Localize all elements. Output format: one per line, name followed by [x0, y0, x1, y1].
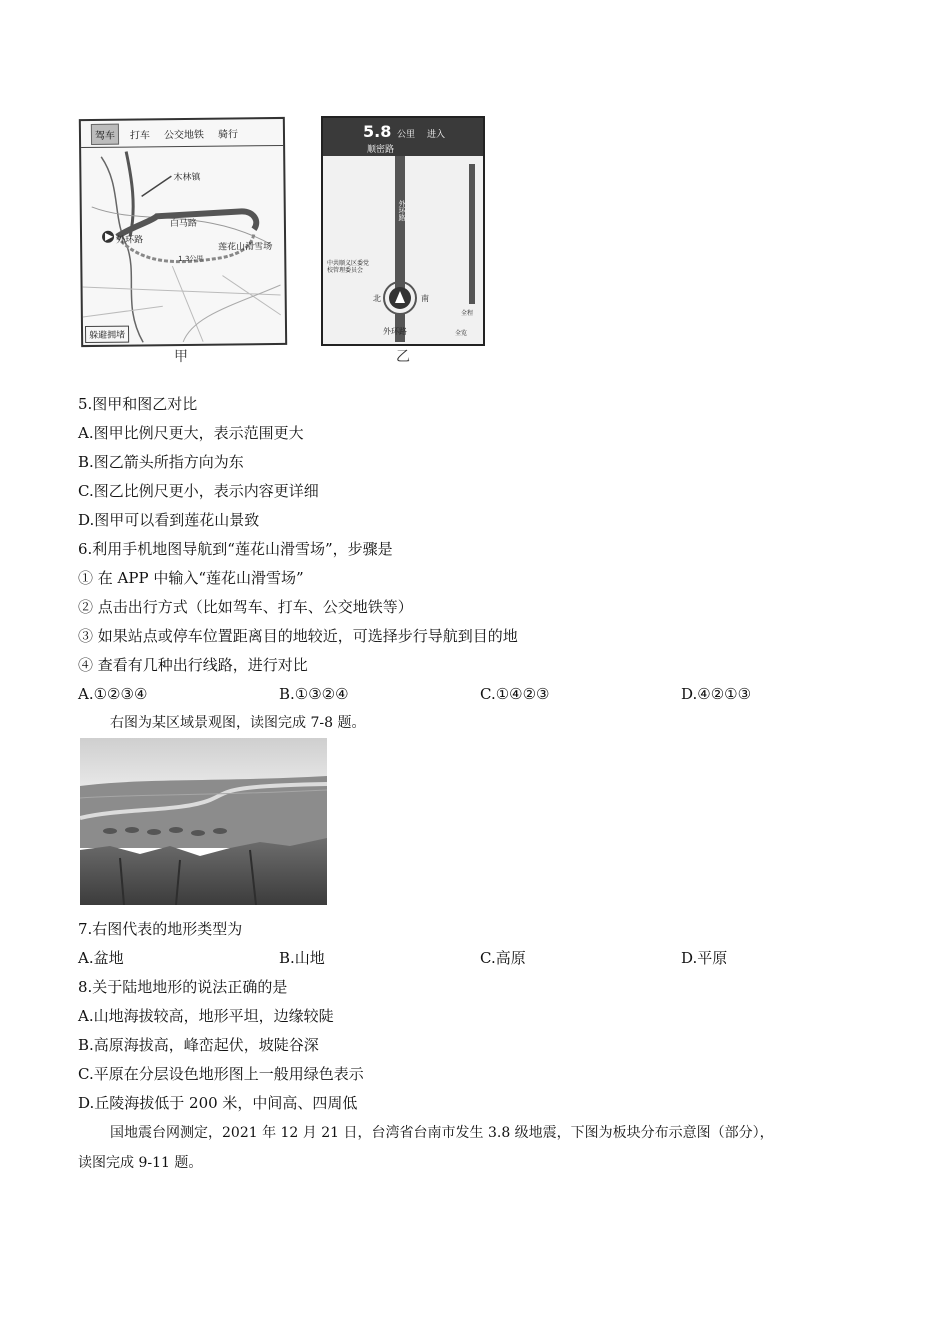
- bottom-road-label: 外环路: [383, 327, 407, 336]
- overview-label: 全程: [461, 310, 474, 317]
- q6-step-1: ① 在 APP 中输入“莲花山滑雪场”: [78, 569, 304, 587]
- q7-option-b: B.山地: [279, 949, 325, 967]
- q5-option-a: A.图甲比例尺更大，表示范围更大: [78, 424, 304, 442]
- q5-option-b: B.图乙箭头所指方向为东: [78, 453, 244, 471]
- q6-option-d: D.④②①③: [681, 685, 752, 703]
- q8-option-b: B.高原海拔高，峰峦起伏，坡陡谷深: [78, 1036, 319, 1054]
- q6-step-2: ② 点击出行方式（比如驾车、打车、公交地铁等）: [78, 598, 413, 616]
- q8-option-d: D.丘陵海拔低于 200 米，中间高、四周低: [78, 1094, 358, 1112]
- figure-yi-caption: 乙: [396, 349, 410, 365]
- distance-hint-label: 1.3公里: [178, 254, 204, 264]
- tab-drive: 驾车: [91, 123, 119, 144]
- nav-distance: 5.8: [363, 122, 392, 141]
- intro-9-11-line1: 国地震台网测定，2021 年 12 月 21 日，台湾省台南市发生 3.8 级地震，下图为板块分布示意图（部分），: [110, 1125, 774, 1141]
- figure-jia-map: [79, 117, 287, 347]
- nav-road: 顺密路: [367, 145, 395, 155]
- speed-label: 全览: [455, 330, 468, 337]
- q6-option-b: B.①③②④: [279, 685, 349, 703]
- q6-option-c: C.①④②③: [480, 685, 550, 703]
- travel-mode-tabs: [81, 119, 283, 148]
- nav-header: [323, 118, 483, 156]
- q7-option-d: D.平原: [681, 949, 728, 967]
- figure-jia-caption: 甲: [174, 349, 188, 365]
- q6-step-4: ④ 查看有几种出行线路，进行对比: [78, 656, 308, 674]
- baima-road-label: 白马路: [169, 218, 197, 230]
- q7-stem: 7.右图代表的地形类型为: [78, 920, 243, 938]
- q6-step-3: ③ 如果站点或停车位置距离目的地较近，可选择步行导航到目的地: [78, 627, 518, 645]
- tab-transit: 公交地铁: [163, 129, 205, 141]
- nav-route: [323, 156, 479, 342]
- q5-option-d: D.图甲可以看到莲花山景致: [78, 511, 260, 529]
- intro-7-8: 右图为某区域景观图，读图完成 7-8 题。: [110, 715, 366, 731]
- q8-stem: 8.关于陆地地形的说法正确的是: [78, 978, 288, 996]
- q8-option-a: A.山地海拔较高，地形平坦，边缘较陡: [78, 1007, 334, 1025]
- q5-option-c: C.图乙比例尺更小，表示内容更详细: [78, 482, 319, 500]
- left-note: 中共顺义区委党校管理委员会: [327, 260, 370, 274]
- town-label: 木林镇: [173, 172, 201, 184]
- nav-enter: 进入: [427, 130, 446, 140]
- figure-yi-navigation: [321, 116, 485, 346]
- intro-9-11-line2: 读图完成 9-11 题。: [78, 1155, 203, 1171]
- nav-unit: 公里: [397, 130, 416, 140]
- q7-option-a: A.盆地: [78, 949, 124, 967]
- avoid-congestion-button: 躲避拥堵: [85, 326, 129, 343]
- landscape-photo: [80, 738, 327, 905]
- q6-stem: 6.利用手机地图导航到“莲花山滑雪场”，步骤是: [78, 540, 393, 558]
- q5-stem: 5.图甲和图乙对比: [78, 395, 198, 413]
- q8-option-c: C.平原在分层设色地形图上一般用绿色表示: [78, 1065, 364, 1083]
- north-label: 北: [373, 294, 381, 303]
- tab-taxi: 打车: [129, 129, 151, 142]
- q7-option-c: C.高原: [480, 949, 526, 967]
- ski-resort-label: 莲花山滑雪场: [218, 242, 273, 253]
- tab-bike: 骑行: [217, 128, 239, 141]
- vertical-road-label: 外环路: [398, 200, 406, 221]
- waihuan-road-label: 外环路: [116, 235, 144, 246]
- south-label: 南: [421, 294, 429, 303]
- q6-option-a: A.①②③④: [78, 685, 148, 703]
